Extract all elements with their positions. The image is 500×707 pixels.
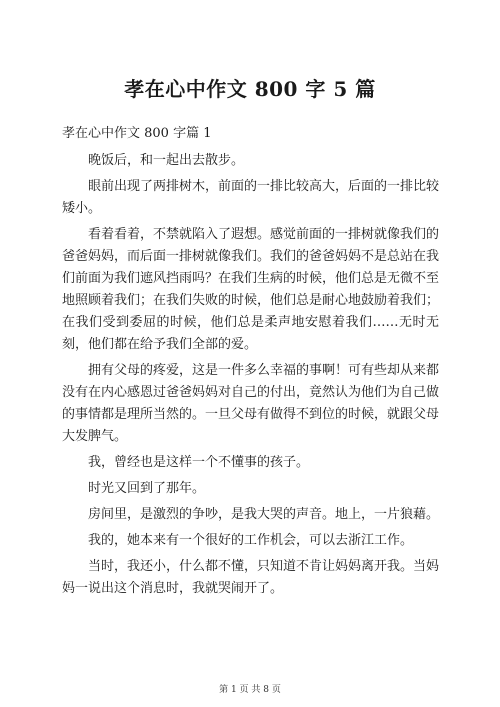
- document-body: [62, 150, 439, 604]
- paragraph: 房间里，是激烈的争吵，是我大哭的声音。地上，一片狼藉。: [88, 507, 440, 522]
- paragraph: 眼前出现了两排树木，前面的一排比较高大，后面的一排比较矮小。: [62, 179, 440, 216]
- document-title: 孝在心中作文 800 字 5 篇: [124, 77, 376, 101]
- paragraph: 拥有父母的疼爱，这是一件多么幸福的事啊！可有些却从来都没有在内心感恩过爸爸妈妈对自己的付出，竟然认为他们为自己做的事情都是理所当然的。一旦父母有做得不到位的时候，就跟父母大发脾气。: [62, 363, 440, 444]
- paragraph: 当时，我还小，什么都不懂，只知道不肯让妈妈离开我。当妈妈一说出这个消息时，我就哭闹开了。: [62, 559, 440, 596]
- paragraph: 看着看着，不禁就陷入了遐想。感觉前面的一排树就像我们的爸爸妈妈，而后面一排树就像我们。我们的爸爸妈妈不是总站在我们前面为我们遮风挡雨吗？在我们生病的时候，他们总是无微不至地照顾着我们；在我们失败的时候，他们总是耐心地鼓励着我们；在我们受到委屈的时候，他们总是柔声地安慰着我们……无时无刻，他们都在给予我们全部的爱。: [62, 227, 440, 352]
- paragraph: 时光又回到了那年。: [88, 481, 206, 496]
- paragraph: 晚饭后，和一起出去散步。: [88, 153, 245, 168]
- paragraph: 我，曾经也是这样一个不懂事的孩子。: [88, 455, 310, 470]
- section-heading: 孝在心中作文 800 字篇 1: [62, 126, 212, 141]
- page-number-footer: 第 1 页 共 8 页: [219, 685, 281, 695]
- paragraph: 我的，她本来有一个很好的工作机会，可以去浙江工作。: [88, 533, 414, 548]
